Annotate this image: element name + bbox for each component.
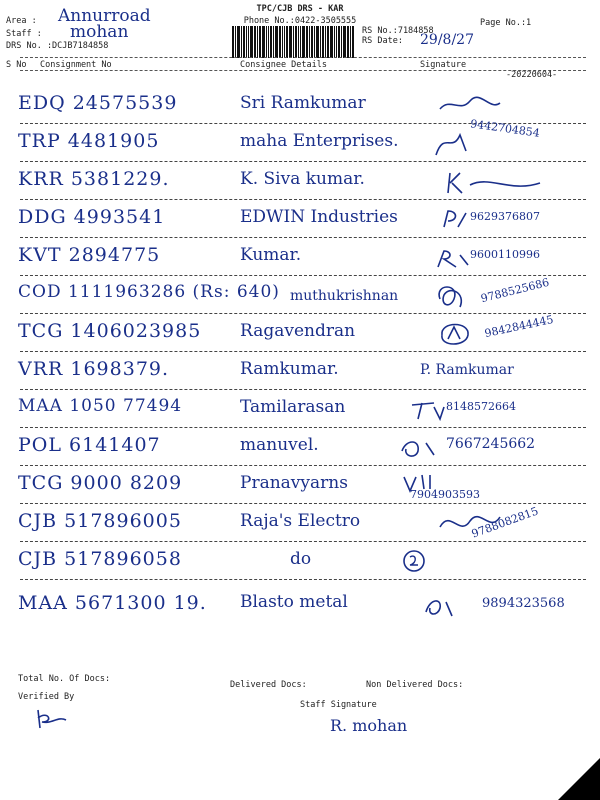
consignee-name: EDWIN Industries xyxy=(240,207,398,227)
consignment-number: POL 6141407 xyxy=(18,434,161,456)
header-divider xyxy=(20,57,586,58)
list-item xyxy=(0,580,600,632)
rs-date-value: 29/8/27 xyxy=(420,32,474,48)
list-item xyxy=(0,200,600,238)
phone-number-handwritten: 9442704854 xyxy=(469,117,541,140)
area-value: Annurroad xyxy=(58,6,151,26)
signature-text: P. Ramkumar xyxy=(420,362,514,378)
list-item xyxy=(0,162,600,200)
total-docs-label: Total No. Of Docs: xyxy=(18,674,111,684)
list-item xyxy=(0,352,600,390)
phone-number-handwritten: 7667245662 xyxy=(446,436,536,452)
signature-scribble xyxy=(396,545,546,577)
consignment-number: TCG 1406023985 xyxy=(18,320,202,342)
page-number: Page No.:1 xyxy=(480,18,532,28)
page-fold xyxy=(558,758,600,800)
document-title: TPC/CJB DRS - KAR xyxy=(256,4,344,14)
consignee-name: Ragavendran xyxy=(240,321,356,341)
list-item xyxy=(0,117,600,162)
consignee-name: Ramkumar. xyxy=(240,359,339,379)
area-label: Area : xyxy=(6,16,37,26)
consignee-name: maha Enterprises. xyxy=(240,131,399,151)
list-item xyxy=(0,238,600,276)
consignee-name: manuvel. xyxy=(240,435,319,455)
phone-number-handwritten: 9788082815 xyxy=(469,504,541,541)
column-signature: Signature xyxy=(420,60,467,70)
signature-scribble xyxy=(430,165,580,197)
consignment-number: TRP 4481905 xyxy=(18,130,160,152)
consignee-name: Sri Ramkumar xyxy=(240,93,366,113)
consignee-name: Raja's Electro xyxy=(240,511,361,531)
consignee-name: muthukrishnan xyxy=(290,288,399,304)
consignment-number: MAA 1050 77494 xyxy=(18,396,183,416)
document-code: -20220604- xyxy=(506,70,558,80)
list-item xyxy=(0,542,600,580)
phone-number-handwritten: 9629376807 xyxy=(470,210,540,223)
consignment-number: TCG 9000 8209 xyxy=(18,472,183,494)
phone-number-handwritten: 7904903593 xyxy=(410,488,480,501)
barcode xyxy=(232,26,356,58)
verifier-signature xyxy=(32,706,72,732)
consignment-number: COD 1111963286 (Rs: 640) xyxy=(18,282,280,302)
delivered-docs-label: Delivered Docs: xyxy=(230,680,307,690)
verified-by-label: Verified By xyxy=(18,692,75,702)
rs-date-label: RS Date: xyxy=(362,36,403,46)
consignment-number: MAA 5671300 19. xyxy=(18,592,207,614)
column-consignment: Consignment No xyxy=(40,60,112,70)
phone-number-handwritten: 9894323568 xyxy=(482,596,565,611)
consignee-name: K. Siva kumar. xyxy=(240,169,365,189)
staff-signature-value: R. mohan xyxy=(330,716,408,735)
consignee-name: Blasto metal xyxy=(240,592,348,612)
rs-number: RS No.:7184858 xyxy=(362,26,434,36)
staff-value: mohan xyxy=(70,22,129,42)
consignee-name: do xyxy=(290,549,312,569)
consignment-number: EDQ 24575539 xyxy=(18,92,178,114)
phone-number-handwritten: 9842844445 xyxy=(483,312,555,341)
list-item xyxy=(0,428,600,466)
consignment-number: KRR 5381229. xyxy=(18,168,170,190)
list-item xyxy=(0,276,600,314)
signature-scribble xyxy=(430,89,580,121)
phone-number: Phone No.:0422-3505555 xyxy=(243,16,357,26)
staff-signature-label: Staff Signature xyxy=(300,700,377,710)
column-consignee: Consignee Details xyxy=(240,60,327,70)
staff-label: Staff : xyxy=(6,29,42,39)
consignment-number: DDG 4993541 xyxy=(18,206,166,228)
list-item xyxy=(0,504,600,542)
phone-number-handwritten: 9600110996 xyxy=(470,248,540,261)
consignment-number: KVT 2894775 xyxy=(18,244,161,266)
consignment-number: VRR 1698379. xyxy=(18,358,170,380)
column-divider xyxy=(20,70,586,71)
list-item xyxy=(0,314,600,352)
consignee-name: Tamilarasan xyxy=(240,397,346,417)
list-item xyxy=(0,466,600,504)
drs-number: DRS No. :DCJB7184858 xyxy=(6,41,109,51)
consignee-name: Kumar. xyxy=(240,245,302,265)
list-item xyxy=(0,86,600,124)
phone-number-handwritten: 9788525686 xyxy=(479,275,551,306)
column-sno: S No xyxy=(6,60,27,70)
consignment-number: CJB 517896005 xyxy=(18,510,182,532)
phone-number-handwritten: 8148572664 xyxy=(446,400,516,413)
list-item xyxy=(0,390,600,428)
non-delivered-docs-label: Non Delivered Docs: xyxy=(366,680,464,690)
consignment-number: CJB 517896058 xyxy=(18,548,182,570)
consignee-name: Pranavyarns xyxy=(240,473,348,493)
